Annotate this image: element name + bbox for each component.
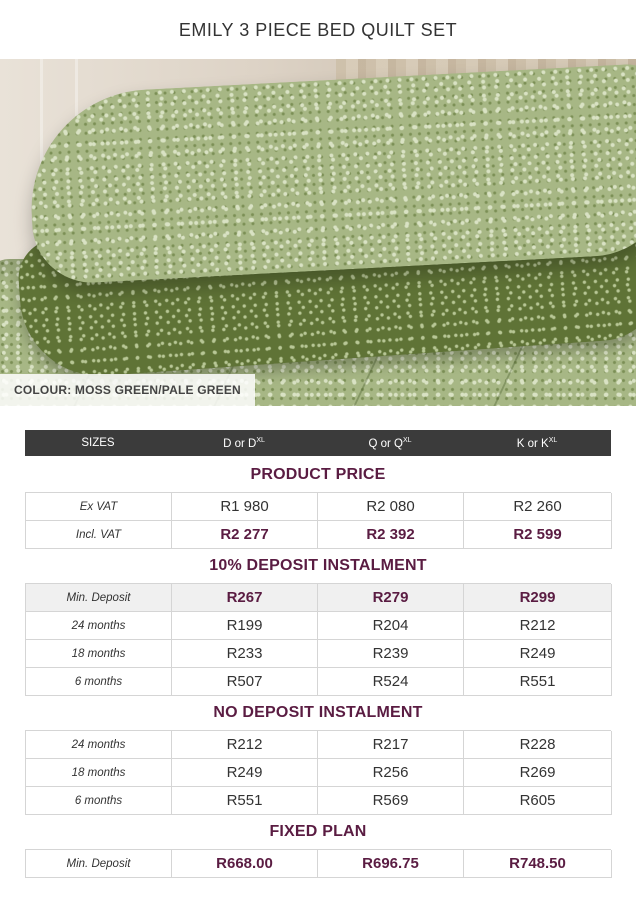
size-double: D or $D^{XL}$ (223, 436, 265, 450)
price-cell: R748.50 (464, 850, 612, 878)
price-cell: R212 (172, 731, 318, 759)
fixed-plan-grid (25, 849, 611, 878)
product-price-title: PRODUCT PRICE (250, 466, 386, 483)
product-price-grid (25, 492, 611, 549)
price-cell: R267 (172, 584, 318, 612)
price-cell: R204 (318, 612, 464, 640)
price-cell: R668.00 (172, 850, 318, 878)
no-deposit-instalment-title: NO DEPOSIT INSTALMENT (213, 704, 423, 721)
row-label: Min. Deposit (26, 584, 172, 612)
price-cell: R299 (464, 584, 612, 612)
price-cell: R2 277 (172, 521, 318, 549)
price-cell: R269 (464, 759, 612, 787)
row-label: Min. Deposit (26, 850, 172, 878)
row-label: 24 months (26, 612, 172, 640)
sizes-header-label: SIZES (81, 437, 115, 449)
price-cell: R605 (464, 787, 612, 815)
price-cell: R279 (318, 584, 464, 612)
price-cell: R228 (464, 731, 612, 759)
row-label: Incl. VAT (26, 521, 172, 549)
row-label: 18 months (26, 640, 172, 668)
product-photo (0, 59, 636, 406)
price-table (25, 430, 611, 878)
price-cell: R217 (318, 731, 464, 759)
deposit-instalment-title: 10% DEPOSIT INSTALMENT (209, 557, 427, 574)
sizes-header-row (25, 430, 611, 456)
no-deposit-instalment-grid (25, 730, 611, 815)
row-label: 24 months (26, 731, 172, 759)
price-cell: R212 (464, 612, 612, 640)
row-label: 6 months (26, 668, 172, 696)
price-cell: R2 599 (464, 521, 612, 549)
price-cell: R696.75 (318, 850, 464, 878)
price-cell: R2 392 (318, 521, 464, 549)
price-cell: R2 260 (464, 493, 612, 521)
deposit-instalment-grid (25, 583, 611, 696)
price-cell: R249 (464, 640, 612, 668)
size-king: K or $K^{XL}$ (516, 436, 558, 450)
price-cell: R239 (318, 640, 464, 668)
price-cell: R507 (172, 668, 318, 696)
price-cell: R256 (318, 759, 464, 787)
price-cell: R199 (172, 612, 318, 640)
pillowcase-light-image (25, 62, 636, 285)
price-cell: R569 (318, 787, 464, 815)
price-cell: R524 (318, 668, 464, 696)
colour-label: COLOUR: MOSS GREEN/PALE GREEN (0, 374, 255, 406)
price-cell: R551 (464, 668, 612, 696)
size-queen: Q or $Q^{XL}$ (368, 436, 412, 450)
row-label: 18 months (26, 759, 172, 787)
price-cell: R2 080 (318, 493, 464, 521)
row-label: Ex VAT (26, 493, 172, 521)
price-cell: R249 (172, 759, 318, 787)
page-title: EMILY 3 PIECE BED QUILT SET (178, 20, 458, 40)
price-cell: R551 (172, 787, 318, 815)
price-cell: R233 (172, 640, 318, 668)
row-label: 6 months (26, 787, 172, 815)
fixed-plan-title: FIXED PLAN (269, 823, 367, 840)
price-cell: R1 980 (172, 493, 318, 521)
